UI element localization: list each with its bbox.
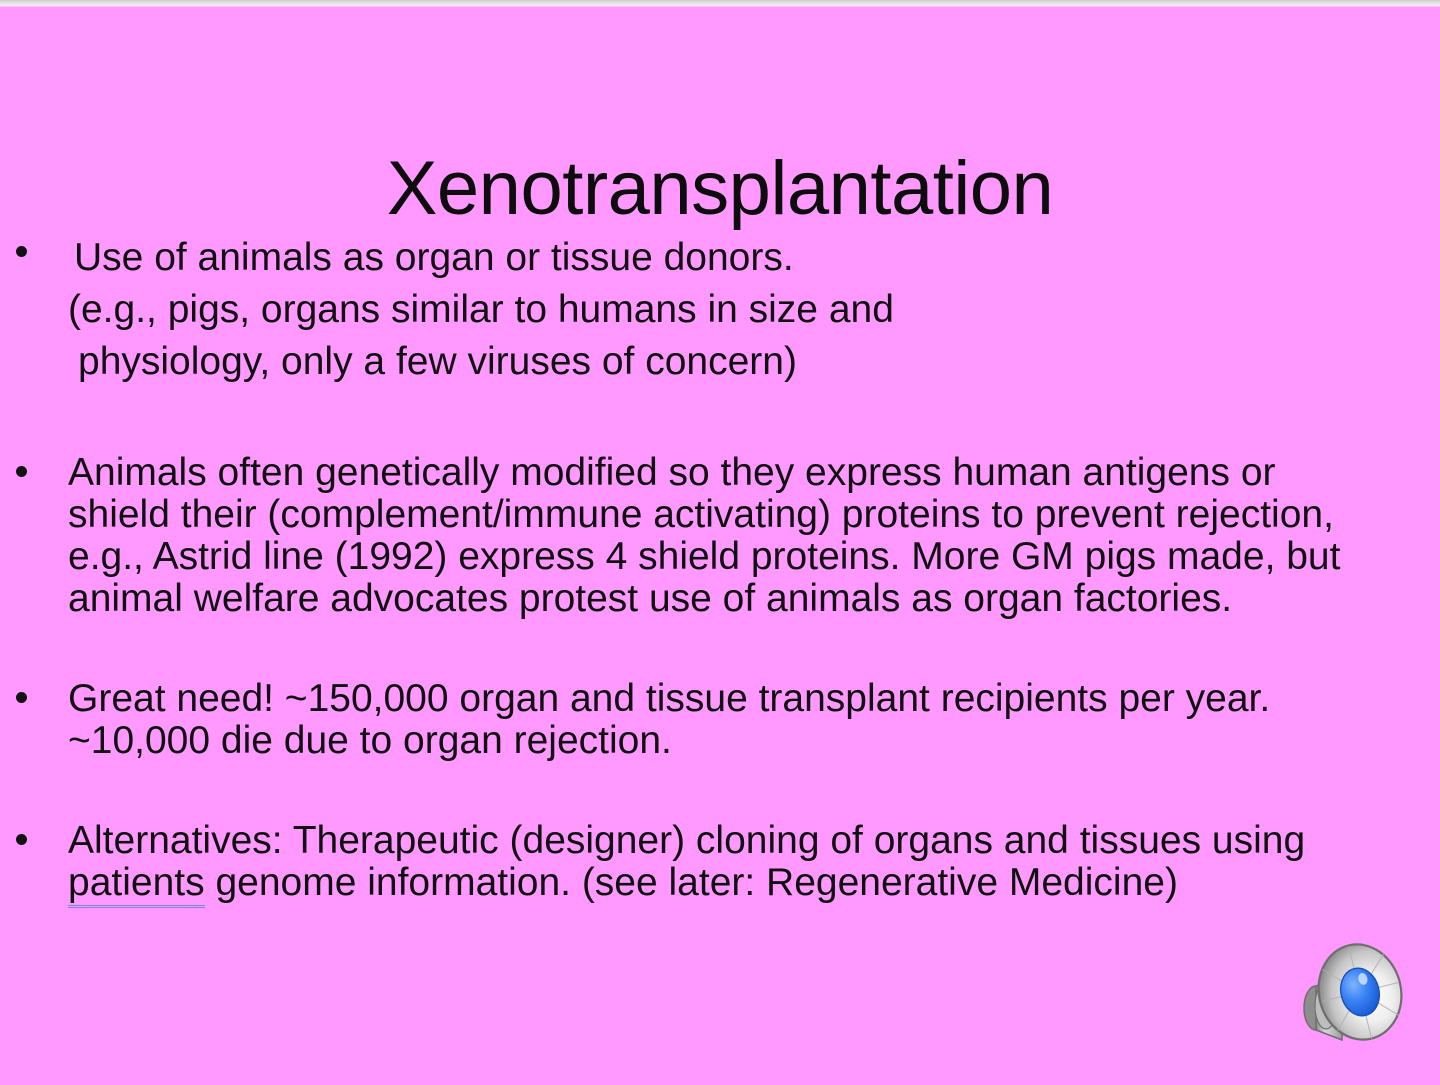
bullet-line: shield their (complement/immune activating) proteins to prevent rejection, <box>68 493 1334 536</box>
bullet-line-rest: genome information. (see later: Regenerative Medicine) <box>204 861 1178 904</box>
bullet-item-alternatives <box>0 820 1440 904</box>
bullet-marker-icon <box>16 466 27 477</box>
bullet-line: Great need! ~150,000 organ and tissue transplant recipients per year. <box>68 677 1271 720</box>
bullet-line: (e.g., pigs, organs similar to humans in size and <box>68 288 894 331</box>
bullet-line: animal welfare advocates protest use of animals as organ factories. <box>68 577 1233 620</box>
bullet-marker-icon <box>16 246 27 257</box>
bullet-marker-icon <box>16 692 27 703</box>
speaker-icon[interactable] <box>1296 932 1408 1052</box>
bullet-marker-icon <box>16 834 27 845</box>
bullet-line: Animals often genetically modified so they express human antigens or <box>68 451 1276 494</box>
bullet-line: ~10,000 die due to organ rejection. <box>68 719 672 762</box>
page-title: Xenotransplantation <box>386 145 1054 231</box>
bullet-line-with-spellcheck <box>68 862 1426 904</box>
slide-top-border <box>0 0 1440 7</box>
bullet-line: Alternatives: Therapeutic (designer) cloning of organs and tissues using <box>68 819 1306 862</box>
slide-body <box>0 232 1440 962</box>
bullet-item-use-of-animals <box>0 232 1440 388</box>
bullet-line: Use of animals as organ or tissue donors. <box>74 236 794 279</box>
bullet-line: e.g., Astrid line (1992) express 4 shield proteins. More GM pigs made, but <box>68 535 1341 578</box>
bullet-item-genetic-modification <box>0 452 1440 620</box>
spellcheck-underlined-word: patients <box>68 861 205 908</box>
bullet-line: physiology, only a few viruses of concern) <box>78 340 797 383</box>
bullet-item-great-need <box>0 678 1440 762</box>
